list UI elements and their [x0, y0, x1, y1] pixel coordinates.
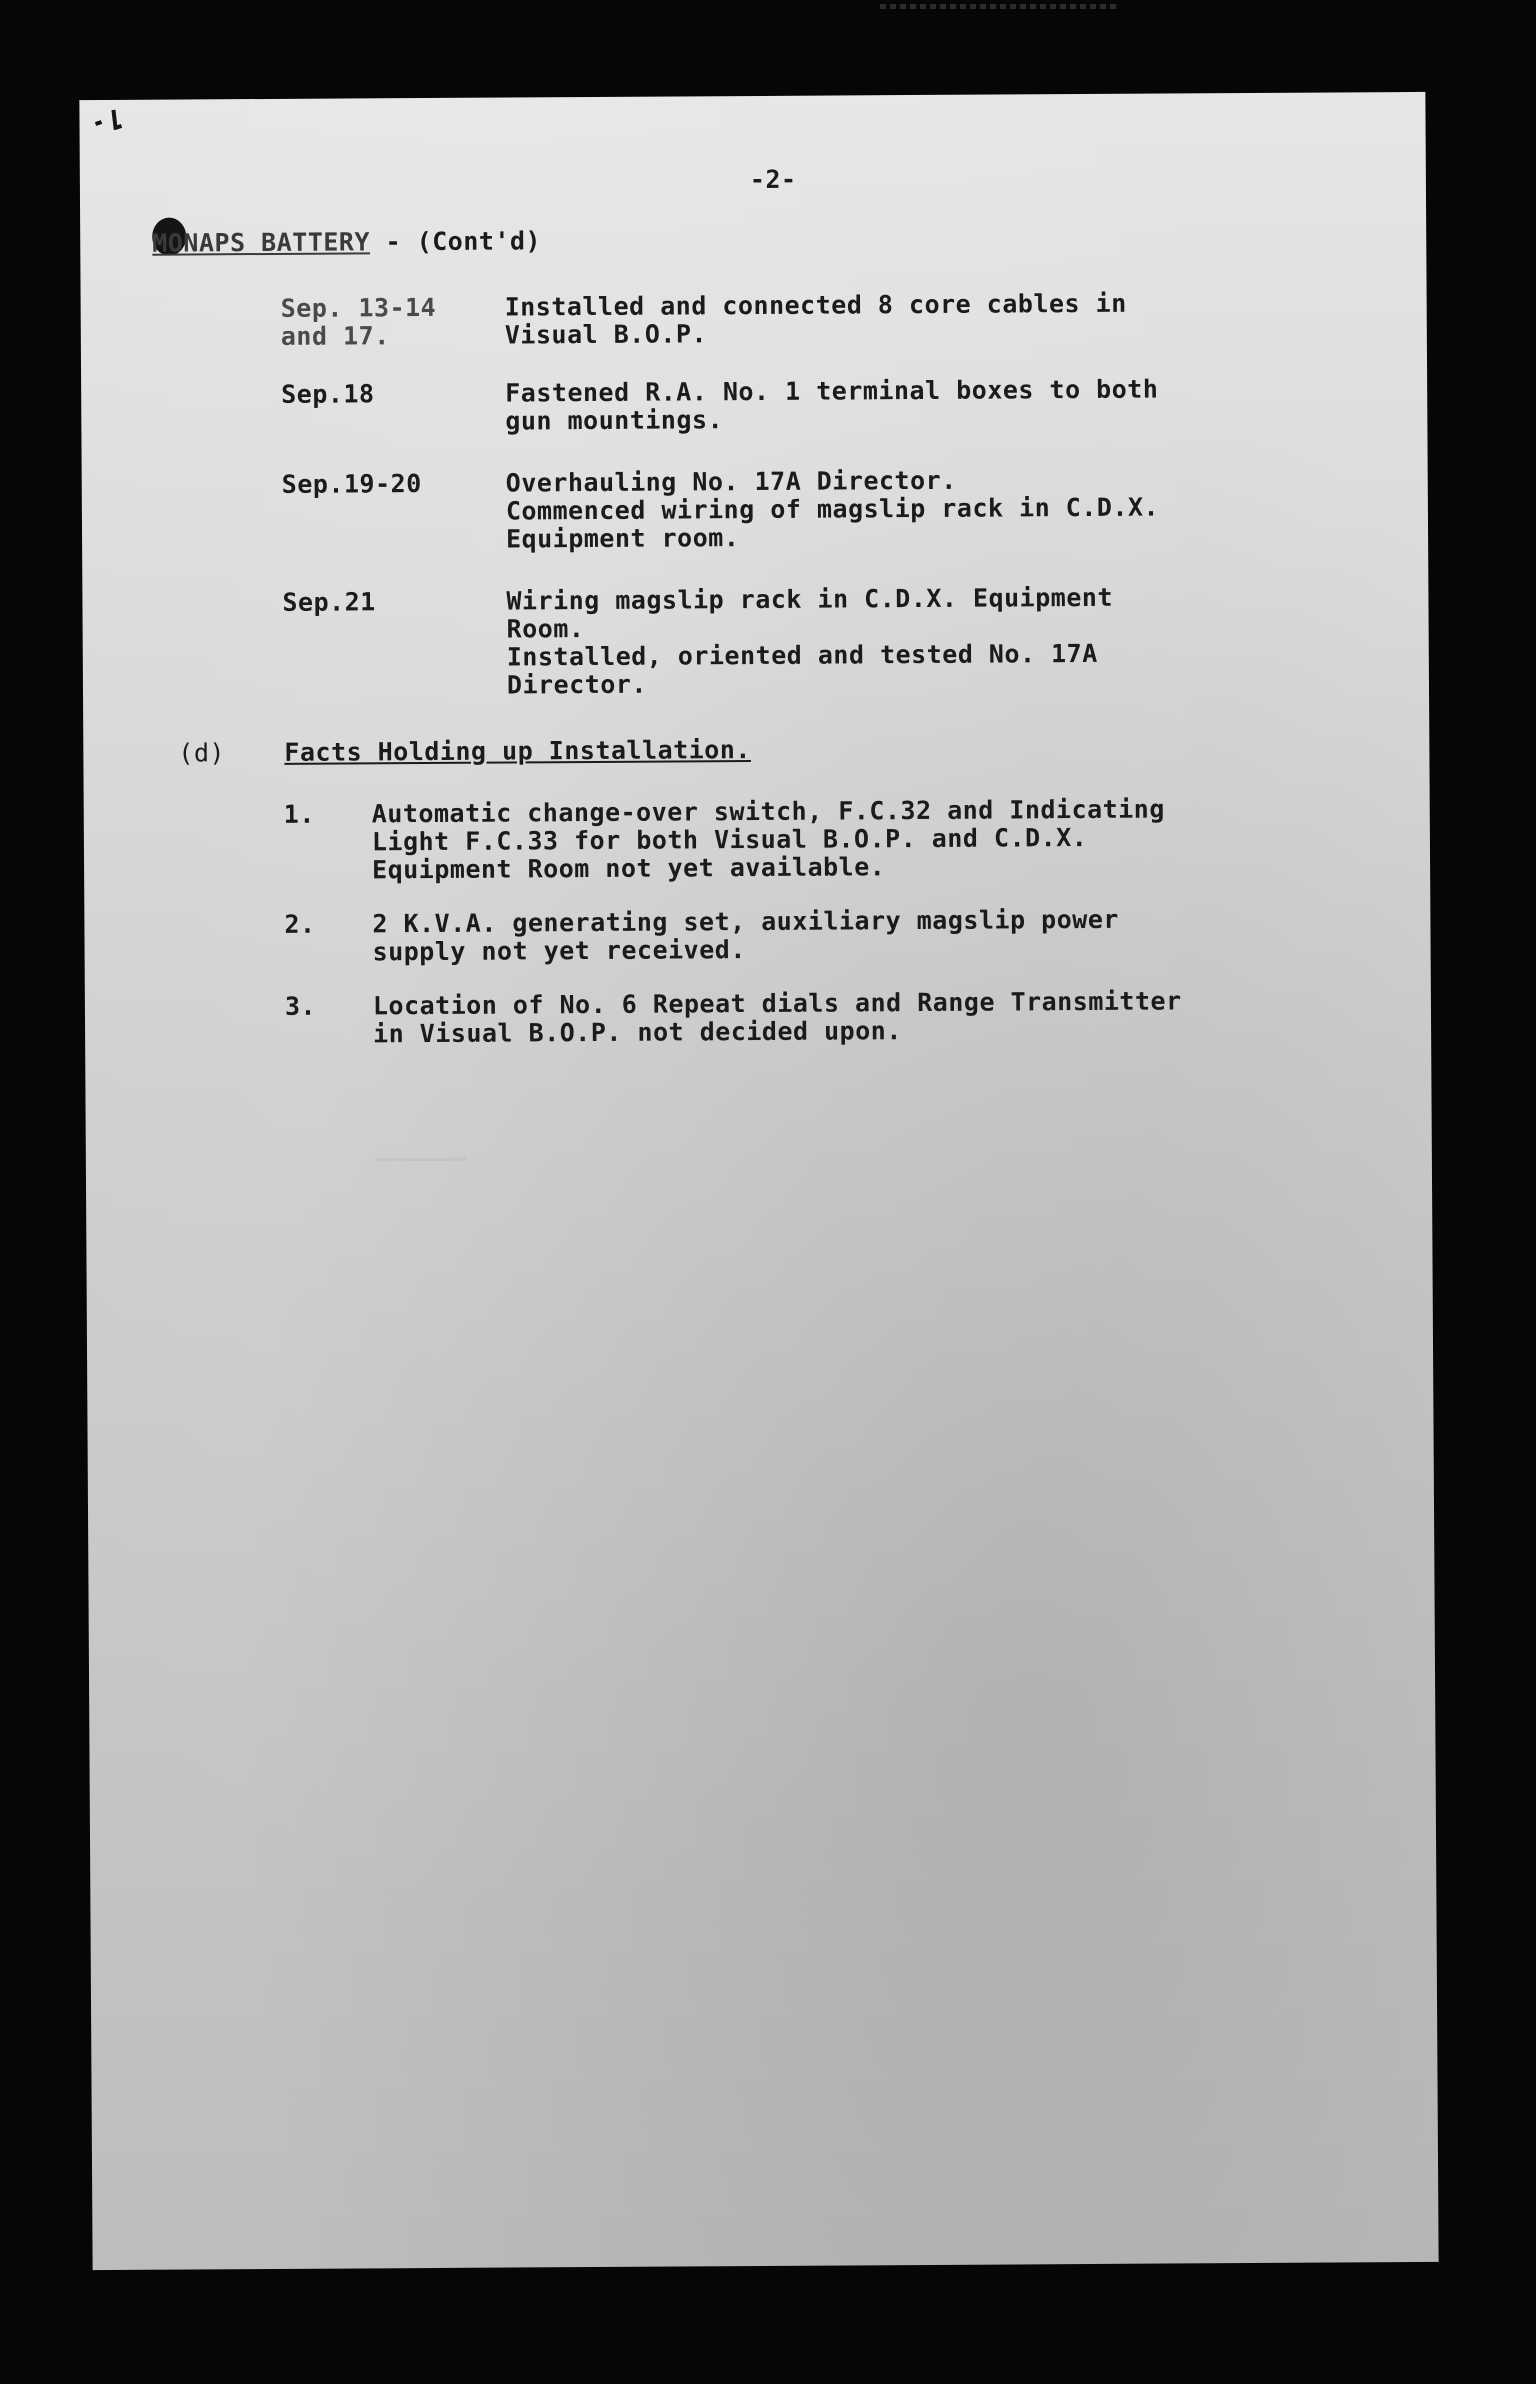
entry-description: [505, 375, 1245, 436]
entry-line: Overhauling No. 17A Director.: [505, 465, 957, 498]
entry-line: gun mountings.: [505, 405, 724, 436]
section-title: Facts Holding up Installation.: [284, 735, 751, 767]
item-line: Light F.C.33 for both Visual B.O.P. and C.D.X.: [371, 822, 1088, 857]
entry-line: Equipment room.: [505, 523, 740, 554]
entry-line: Installed, oriented and tested No. 17A: [506, 638, 1098, 672]
list-item: [284, 904, 1384, 967]
item-line: Location of No. 6 Repeat dials and Range Transmitter: [372, 986, 1182, 1021]
item-text: [372, 795, 1272, 884]
film-edge-marks: [880, 4, 1120, 9]
item-line: 2 K.V.A. generating set, auxiliary magslip power: [372, 904, 1119, 939]
item-line: Automatic change-over switch, F.C.32 and Indicating: [371, 794, 1165, 829]
item-number: 2.: [284, 909, 316, 939]
document-page: [79, 92, 1438, 2270]
entry-line: Room.: [506, 614, 585, 644]
section-letter: (d): [178, 738, 226, 768]
entry-line: Installed and connected 8 core cables in: [504, 288, 1127, 322]
list-item: [284, 986, 1385, 1049]
log-entry: [282, 582, 1262, 700]
entry-description: [506, 583, 1247, 700]
entry-date: Sep. 13-14 and 17.: [280, 292, 437, 351]
item-line: Equipment Room not yet available.: [372, 852, 886, 885]
log-entry: [281, 374, 1261, 436]
entry-date: Sep.21: [282, 587, 376, 617]
faint-dash: [376, 1158, 466, 1162]
battery-name: MONAPS BATTERY: [152, 227, 371, 258]
section-d: [178, 733, 1328, 1049]
log-entry: [281, 465, 1262, 554]
item-line: in Visual B.O.P. not decided upon.: [373, 1016, 902, 1049]
log-entry: [280, 288, 1261, 351]
header-suffix: - (Cont'd): [385, 226, 542, 257]
entry-description: [505, 289, 1245, 350]
list-item: [283, 794, 1384, 885]
item-line: supply not yet received.: [372, 935, 746, 967]
entry-line: Fastened R.A. No. 1 terminal boxes to both: [505, 374, 1159, 408]
section-header: [152, 227, 541, 257]
entry-line: Commenced wiring of magslip rack in C.D.X.: [505, 492, 1160, 526]
corner-mark: [91, 106, 151, 130]
entry-line: Wiring magslip rack in C.D.X. Equipment: [506, 582, 1114, 616]
entry-description: [506, 465, 1246, 554]
page-number: -2-: [749, 164, 797, 195]
entry-date: Sep.19-20: [281, 469, 422, 499]
entry-line: Visual B.O.P.: [504, 319, 708, 350]
item-number: 3.: [284, 991, 317, 1021]
entry-date: Sep.18: [281, 379, 375, 409]
item-number: 1.: [283, 799, 315, 829]
item-text: [373, 987, 1273, 1048]
entry-line: Director.: [506, 669, 648, 700]
item-text: [372, 905, 1272, 966]
